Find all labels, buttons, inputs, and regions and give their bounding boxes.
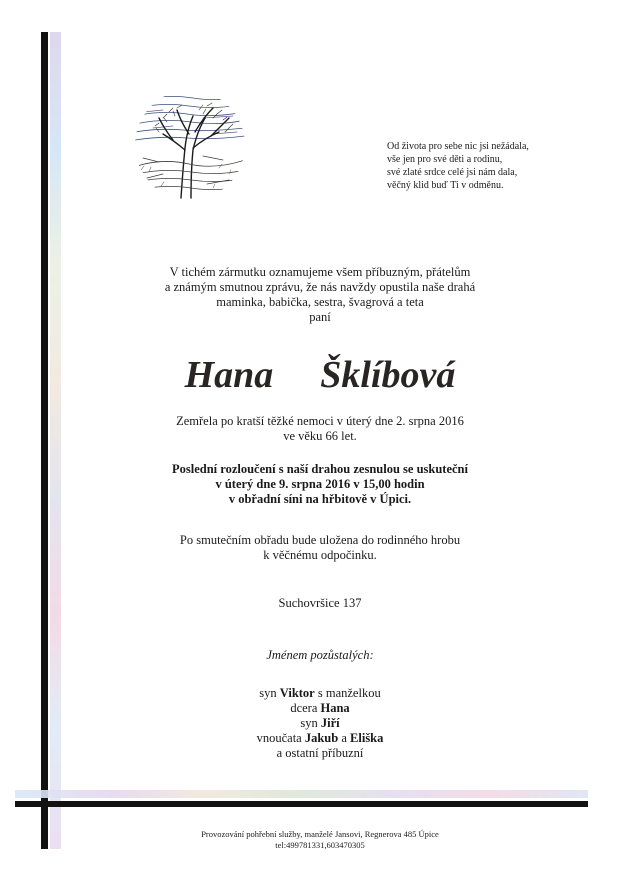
family-line: syn Viktor s manželkou	[259, 686, 381, 700]
funeral-details	[60, 462, 580, 507]
announcement-intro	[60, 265, 580, 325]
footer-phone: tel:499781331,603470305	[275, 840, 365, 850]
family-member-name: Jiří	[320, 716, 340, 730]
deceased-name: Hana Šklíbová	[184, 354, 456, 396]
family-member-name: Hana	[320, 701, 350, 715]
urn-placement	[60, 533, 580, 563]
death-details	[60, 414, 580, 444]
family-address: Suchovršice 137	[278, 596, 362, 610]
family-line: a ostatní příbuzní	[276, 746, 364, 760]
poem-line: své zlaté srdce celé jsi nám dala,	[387, 167, 518, 178]
funeral-line: Poslední rozloučení s naší drahou zesnulou se uskuteční	[171, 462, 468, 476]
funeral-line: v úterý dne 9. srpna 2016 v 15,00 hodin	[215, 477, 425, 491]
footer-company: Provozování pohřební služby, manželé Jansovi, Regnerova 485 Úpice	[201, 829, 439, 839]
urn-line: Po smutečním obřadu bude uložena do rodinného hrobu	[179, 533, 461, 547]
intro-line: V tichém zármutku oznamujeme všem příbuzným, přátelům	[169, 265, 471, 279]
family-line: vnoučata Jakub a Eliška	[256, 731, 384, 745]
intro-line: maminka, babička, sestra, švagrová a teta	[216, 295, 424, 309]
death-line: ve věku 66 let.	[283, 429, 357, 443]
urn-line: k věčnému odpočinku.	[263, 548, 377, 562]
on-behalf-heading: Jménem pozůstalých:	[266, 648, 374, 662]
death-line: Zemřela po kratší těžké nemoci v úterý dne 2. srpna 2016	[176, 414, 464, 428]
funeral-line: v obřadní síni na hřbitově v Úpici.	[228, 492, 412, 506]
family-member-name: Viktor	[279, 686, 315, 700]
poem-line: věčný klid buď Ti v odměnu.	[387, 180, 504, 191]
funeral-service-footer	[60, 829, 580, 851]
intro-line: paní	[309, 310, 331, 324]
family-member-name: Jakub	[304, 731, 339, 745]
poem-line: vše jen pro své děti a rodinu,	[387, 154, 503, 165]
bottom-pastel-border	[15, 790, 588, 798]
intro-line: a známým smutnou zprávu, že nás navždy opustila naše drahá	[164, 280, 476, 294]
tree-sketch-icon	[133, 88, 247, 202]
poem-verse	[387, 140, 587, 192]
family-line: dcera Hana	[290, 701, 350, 715]
poem-line: Od života pro sebe nic jsi nežádala,	[387, 141, 529, 152]
family-member-name: Eliška	[350, 731, 384, 745]
bottom-black-border	[15, 801, 588, 807]
family-line: syn Jiří	[300, 716, 340, 730]
bereaved-family-list	[60, 686, 580, 761]
left-black-border	[41, 32, 48, 849]
